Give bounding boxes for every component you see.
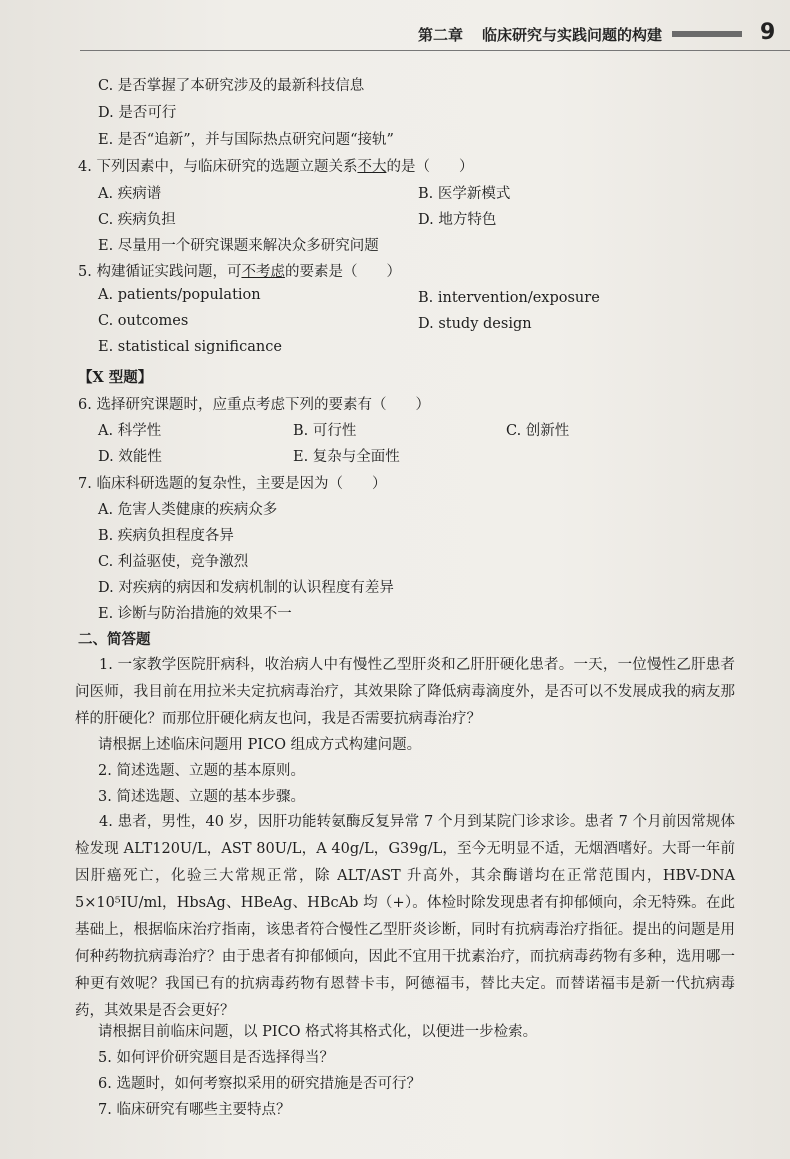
q3-option-d: D. 是否可行 bbox=[98, 105, 177, 121]
q3-option-c: C. 是否掌握了本研究涉及的最新科技信息 bbox=[98, 78, 365, 94]
short-q2: 2. 简述选题、立题的基本原则。 bbox=[98, 763, 305, 779]
q6-option-c: C. 创新性 bbox=[506, 423, 570, 439]
q5-stem bbox=[78, 260, 401, 281]
q5-option-e: E. statistical significance bbox=[98, 339, 282, 355]
q6-stem: 6. 选择研究课题时，应重点考虑下列的要素有（ ） bbox=[78, 397, 430, 413]
q5-option-b: B. intervention/exposure bbox=[418, 290, 600, 306]
q4-option-c: C. 疾病负担 bbox=[98, 212, 176, 228]
q5-option-c: C. outcomes bbox=[98, 313, 189, 329]
q5-stem-underline: 不考虑 bbox=[241, 264, 285, 280]
short-answer-heading: 二、简答题 bbox=[78, 632, 151, 648]
q4-stem-after: 的是（ ） bbox=[386, 159, 474, 175]
q4-stem-before: 4. 下列因素中，与临床研究的选题立题关系 bbox=[78, 159, 358, 175]
q7-stem: 7. 临床科研选题的复杂性，主要是因为（ ） bbox=[78, 476, 387, 492]
q3-option-e: E. 是否“追新”，并与国际热点研究问题“接轨” bbox=[98, 132, 394, 148]
short-q4-instruction: 请根据目前临床问题，以 PICO 格式将其格式化，以便进一步检索。 bbox=[98, 1024, 538, 1040]
short-q3: 3. 简述选题、立题的基本步骤。 bbox=[98, 789, 305, 805]
short-q1-text: 1. 一家教学医院肝病科，收治病人中有慢性乙型肝炎和乙肝肝硬化患者。一天，一位慢性乙肝患者问医师，我目前在用拉米夫定抗病毒治疗，其效果除了降低病毒滴度外，是否可以不发展成我的病友那样的肝硬化？而那位肝硬化病友也问，我是否需要抗病毒治疗？ bbox=[75, 657, 735, 727]
q5-option-d: D. study design bbox=[418, 316, 532, 332]
q5-stem-after: 的要素是（ ） bbox=[284, 264, 401, 280]
q6-option-e: E. 复杂与全面性 bbox=[293, 449, 400, 465]
short-q1-instruction: 请根据上述临床问题用 PICO 组成方式构建问题。 bbox=[98, 737, 422, 753]
x-type-section-heading: 【X 型题】 bbox=[78, 369, 153, 386]
chapter-title: 临床研究与实践问题的构建 bbox=[482, 26, 663, 44]
short-q6: 6. 选题时，如何考察拟采用的研究措施是否可行？ bbox=[98, 1076, 421, 1092]
q6-option-b: B. 可行性 bbox=[293, 423, 357, 439]
q7-option-a: A. 危害人类健康的疾病众多 bbox=[98, 502, 278, 518]
chapter-label: 第二章 bbox=[418, 26, 464, 44]
q4-option-b: B. 医学新模式 bbox=[418, 186, 511, 202]
q4-stem bbox=[78, 155, 473, 176]
q5-stem-before: 5. 构建循证实践问题，可 bbox=[78, 264, 242, 280]
q7-option-b: B. 疾病负担程度各异 bbox=[98, 528, 234, 544]
short-q7: 7. 临床研究有哪些主要特点？ bbox=[98, 1102, 291, 1118]
q7-option-e: E. 诊断与防治措施的效果不一 bbox=[98, 606, 292, 622]
short-q5: 5. 如何评价研究题目是否选择得当？ bbox=[98, 1050, 334, 1066]
q4-stem-underline: 不大 bbox=[357, 159, 387, 175]
q6-option-a: A. 科学性 bbox=[98, 423, 162, 439]
q4-option-a: A. 疾病谱 bbox=[98, 186, 162, 202]
q4-option-e: E. 尽量用一个研究课题来解决众多研究问题 bbox=[98, 238, 379, 254]
q7-option-c: C. 利益驱使，竞争激烈 bbox=[98, 554, 249, 570]
q7-option-d: D. 对疾病的病因和发病机制的认识程度有差异 bbox=[98, 580, 394, 596]
q4-option-d: D. 地方特色 bbox=[418, 212, 497, 228]
short-q4-text: 4. 患者，男性，40 岁，因肝功能转氨酶反复异常 7 个月到某院门诊求诊。患者 7 个月前因常规体检发现 ALT120U/L，AST 80U/L，A 40g/L，G39g/L，至今无明显不适，无烟酒嗜好。大哥一年前因肝癌死亡，化验三大常规正常，除 ALT/AST 升高外，其余酶谱均在正常范围内，HBV-DNA 5×10⁵IU/ml，HbsAg、HBeAg、HBcAb 均（+）。体检时除发现患者有抑郁倾向，余无特殊。在此基础上，根据临床治疗指南，该患者符合慢性乙型肝炎诊断，同时有抗病毒治疗指征。提出的问题是用何种药物抗病毒治疗？由于患者有抑郁倾向，因此不宜用干扰素治疗，而抗病毒药物有多种，选用哪一种更有效呢？我国已有的抗病毒药物有恩替卡韦，阿德福韦，替比夫定。而替诺福韦是新一代抗病毒药，其效果是否会更好？ bbox=[75, 814, 735, 1019]
q6-option-d: D. 效能性 bbox=[98, 449, 162, 465]
q5-option-a: A. patients/population bbox=[98, 287, 261, 303]
page-number: 9 bbox=[760, 20, 776, 45]
